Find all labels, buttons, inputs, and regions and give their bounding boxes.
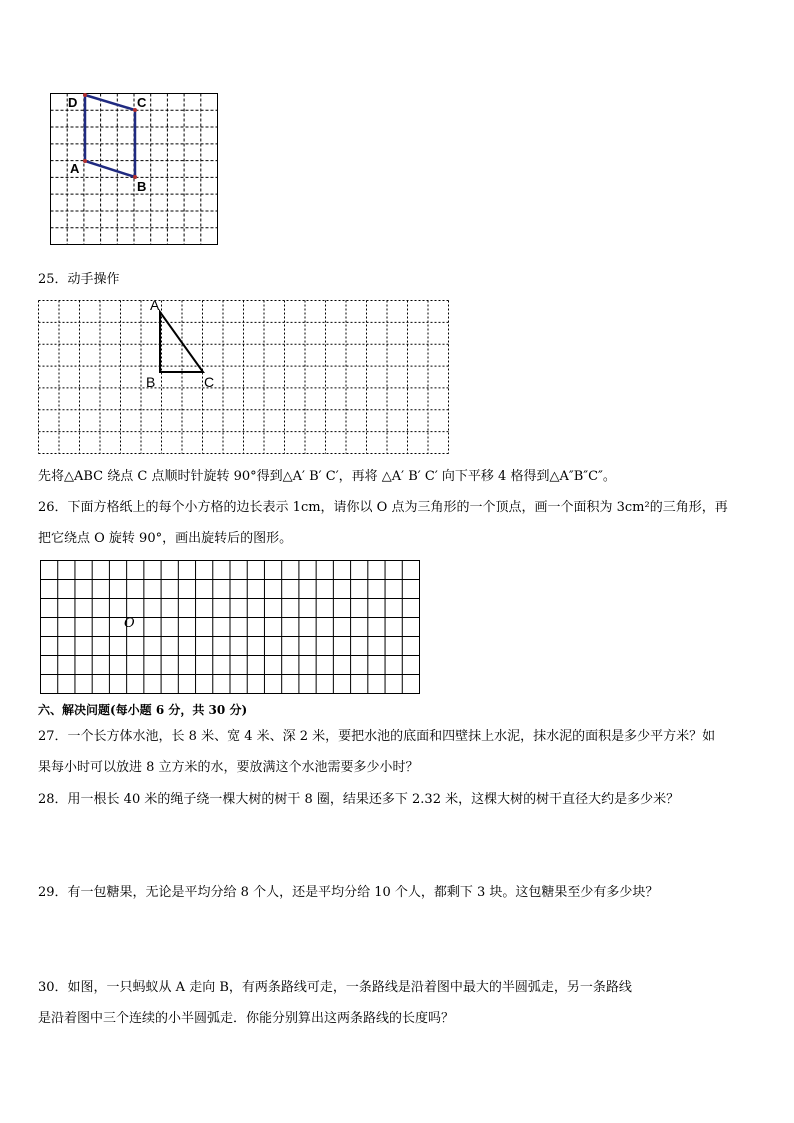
vertex-a-dot — [83, 159, 87, 163]
q25-title: 25．动手操作 — [38, 272, 120, 287]
q29-line1: 29．有一包糖果，无论是平均分给 8 个人，还是平均分给 10 个人，都剩下 3 块。这包糖果至少有多少块？ — [38, 885, 659, 900]
fig1-label-d: D — [68, 95, 78, 110]
q25-label-c: C — [204, 374, 215, 390]
q27-line2: 果每小时可以放进 8 立方米的水，要放满这个水池需要多少小时？ — [38, 760, 419, 775]
q30-line1: 30．如图，一只蚂蚁从 A 走向 B，有两条路线可走，一条路线是沿着图中最大的半圆弧走，另一条路线 — [38, 980, 632, 995]
section6-title: 六、解决问题(每小题 6 分，共 30 分) — [38, 703, 248, 717]
q28-line1: 28．用一根长 40 米的绳子绕一棵大树的树干 8 圈，结果还多下 2.32 米，这棵大树的树干直径大约是多少米？ — [38, 792, 680, 807]
q25-instruction: 先将△ABC 绕点 C 点顺时针旋转 90°得到△A′ B′ C′，再将 △A′ B′ C′ 向下平移 4 格得到△A″B″C″。 — [38, 469, 616, 484]
fig1-label-c: C — [137, 95, 147, 110]
point-o-label: O — [124, 616, 135, 631]
q25-label-b: B — [146, 374, 156, 390]
fig1-label-a: A — [70, 161, 80, 176]
q25-grid-figure — [38, 300, 450, 455]
q25-label-a: A — [150, 297, 160, 313]
q26-line1: 26．下面方格纸上的每个小方格的边长表示 1cm，请你以 O 点为三角形的一个顶点，画一个面积为 3cm²的三角形，再 — [38, 500, 728, 515]
q26-grid-figure — [40, 560, 420, 694]
q27-line1: 27．一个长方体水池，长 8 米、宽 4 米、深 2 米，要把水池的底面和四壁抹上水泥，抹水泥的面积是多少平方米？如 — [38, 729, 716, 744]
vertex-d-dot — [83, 93, 87, 97]
q30-line2: 是沿着图中三个连续的小半圆弧走．你能分别算出这两条路线的长度吗？ — [38, 1011, 455, 1026]
fig1-label-b: B — [137, 179, 147, 194]
parallelogram-abcd — [85, 95, 135, 177]
q26-line2: 把它绕点 O 旋转 90°，画出旋转后的图形。 — [38, 531, 293, 546]
